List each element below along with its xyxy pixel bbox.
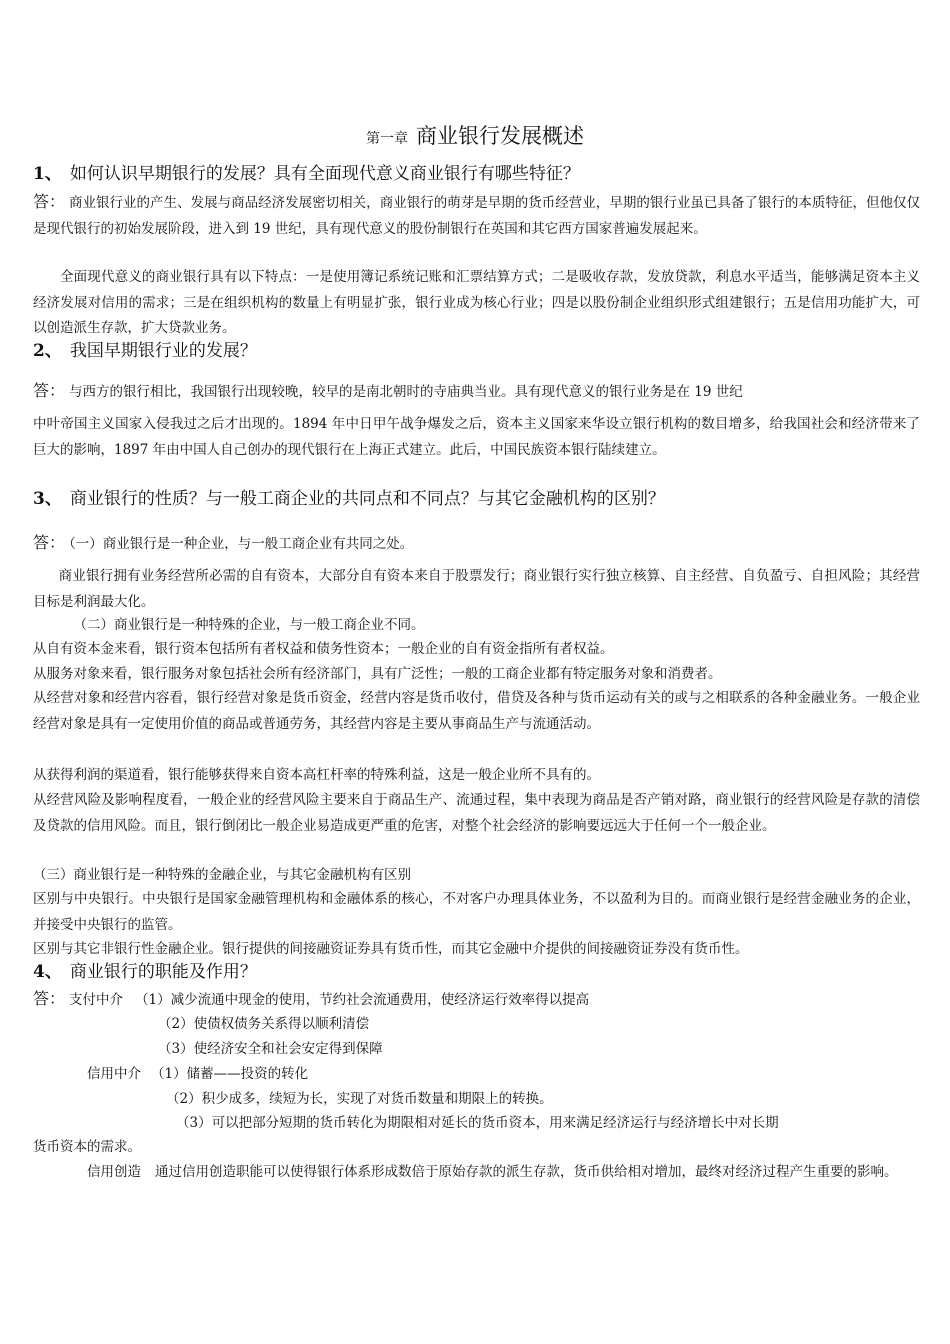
credit-item: （2）积少成多，续短为长，实现了对货币数量和期限上的转换。 bbox=[166, 1091, 553, 1107]
question-number: 2、 bbox=[33, 341, 62, 361]
answer-1-paragraph-2: 全面现代意义的商业银行具有以下特点：一是使用簿记系统记账和汇票结算方式；二是吸收存款，发放贷款，利息水平适当，能够满足资本主义经济发展对信用的需求；三是在组织机构的数量上有明显扩张，银行业成为核心行业；四是以股份制企业组织形式组建银行；五是信用功能扩大，可以创造派生存款，扩大贷款业务。 bbox=[33, 269, 920, 336]
chapter-number: 第一章 bbox=[366, 131, 408, 147]
answer-3-paragraph-7: 从经营风险及影响程度看，一般企业的经营风险主要来自于商品生产、流通过程，集中表现为商品是否产销对路，商业银行的经营风险是存款的清偿及贷款的信用风险。而且，银行倒闭比一般企业易造成更严重的危害，对整个社会经济的影响要远远大于任何一个一般企业。 bbox=[33, 792, 920, 834]
answer-3-paragraph-1: 商业银行拥有业务经营所必需的自有资本，大部分自有资本来自于股票发行；商业银行实行独立核算、自主经营、自负盈亏、自担风险；其经营目标是利润最大化。 bbox=[33, 568, 920, 610]
credit-item-continuation: 货币资本的需求。 bbox=[33, 1139, 141, 1155]
answer-label: 答： bbox=[33, 381, 66, 400]
answer-3-paragraph-6: 从获得利润的渠道看，银行能够获得来自资本高杠杆率的特殊利益，这是一般企业所不具有的。 bbox=[33, 767, 600, 783]
answer-label: 答： bbox=[33, 192, 66, 211]
question-3-heading bbox=[33, 488, 923, 510]
chapter-heading bbox=[0, 120, 950, 150]
answer-label: 答： bbox=[33, 989, 66, 1008]
answer-3-paragraph-4: 从服务对象来看，银行服务对象包括社会所有经济部门，具有广泛性；一般的工商企业都有特定服务对象和消费者。 bbox=[33, 666, 722, 682]
answer-label: 答： bbox=[33, 533, 66, 552]
answer-3-paragraph-8: （三）商业银行是一种特殊的金融企业，与其它金融机构有区别 bbox=[33, 867, 411, 883]
answer-3-first-line: 答： （一）商业银行是一种企业，与一般工商企业有共同之处。 bbox=[33, 533, 414, 552]
answer-1-paragraph-1: 答： 商业银行业的产生、发展与商品经济发展密切相关，商业银行的萌芽是早期的货币经营业，早期的银行业虽已具备了银行的本质特征，但他仅仅是现代银行的初始发展阶段，进入到 19 世纪，具有现代意义的股份制银行在英国和其它西方国家普遍发展起来。 bbox=[33, 192, 920, 237]
question-4-heading bbox=[33, 961, 923, 983]
credit-item: （1）储蓄——投资的转化 bbox=[151, 1066, 309, 1082]
answer-2-paragraph: 中叶帝国主义国家入侵我过之后才出现的。1894 年中日甲午战争爆发之后，资本主义国家来华设立银行机构的数目增多，给我国社会和经济带来了巨大的影响，1897 年由中国人自己创办的现代银行在上海正式建立。此后，中国民族资本银行陆续建立。 bbox=[33, 416, 920, 458]
payment-item: （3）使经济安全和社会安定得到保障 bbox=[158, 1041, 383, 1057]
question-2-heading bbox=[33, 340, 923, 362]
credit-creation-label: 信用创造 bbox=[87, 1164, 141, 1180]
question-number: 4、 bbox=[33, 962, 62, 982]
payment-intermediary-label: 支付中介 bbox=[69, 992, 124, 1008]
question-text: 商业银行的职能及作用？ bbox=[69, 962, 257, 982]
credit-intermediary-label: 信用中介 bbox=[87, 1066, 141, 1082]
payment-intermediary-line bbox=[33, 987, 589, 1012]
credit-creation-paragraph: 信用创造 通过信用创造职能可以使得银行体系形成数倍于原始存款的派生存款，货币供给相对增加，最终对经济过程产生重要的影响。 bbox=[87, 1164, 898, 1180]
question-number: 3、 bbox=[33, 489, 62, 509]
question-1-heading bbox=[33, 163, 923, 185]
answer-3-paragraph-9: 区别与中央银行。中央银行是国家金融管理机构和金融体系的核心，不对客户办理具体业务，不以盈利为目的。而商业银行是经营金融业务的企业，并接受中央银行的监管。 bbox=[33, 891, 920, 933]
answer-3-paragraph-3: 从自有资本金来看，银行资本包括所有者权益和债务性资本；一般企业的自有资金指所有者权益。 bbox=[33, 641, 614, 657]
question-text: 如何认识早期银行的发展？具有全面现代意义商业银行有哪些特征？ bbox=[69, 164, 580, 184]
payment-item: （1）减少流通中现金的使用，节约社会流通费用，使经济运行效率得以提高 bbox=[135, 992, 590, 1008]
answer-2-first-line: 答： 与西方的银行相比，我国银行出现较晚，较早的是南北朝时的寺庙典当业。具有现代意义的银行业务是在 19 世纪 bbox=[33, 381, 743, 400]
credit-intermediary-line bbox=[87, 1062, 308, 1086]
chapter-title: 商业银行发展概述 bbox=[416, 124, 584, 148]
answer-3-paragraph-5: 从经营对象和经营内容看，银行经营对象是货币资金，经营内容是货币收付，借贷及各种与货币运动有关的或与之相联系的各种金融业务。一般企业经营对象是具有一定使用价值的商品或普通劳务，其经营内容是主要从事商品生产与流通活动。 bbox=[33, 690, 920, 732]
question-text: 我国早期银行业的发展？ bbox=[69, 341, 257, 361]
answer-3-paragraph-10: 区别与其它非银行性金融企业。银行提供的间接融资证券具有货币性，而其它金融中介提供的间接融资证券没有货币性。 bbox=[33, 941, 749, 957]
question-number: 1、 bbox=[33, 164, 62, 184]
payment-item: （2）使债权债务关系得以顺利清偿 bbox=[158, 1016, 370, 1032]
question-text: 商业银行的性质？与一般工商企业的共同点和不同点？与其它金融机构的区别？ bbox=[69, 489, 665, 509]
answer-3-paragraph-2: （二）商业银行是一种特殊的企业，与一般工商企业不同。 bbox=[73, 617, 425, 633]
credit-item: （3）可以把部分短期的货币转化为期限相对延长的货币资本，用来满足经济运行与经济增长中对长期 bbox=[176, 1115, 779, 1131]
